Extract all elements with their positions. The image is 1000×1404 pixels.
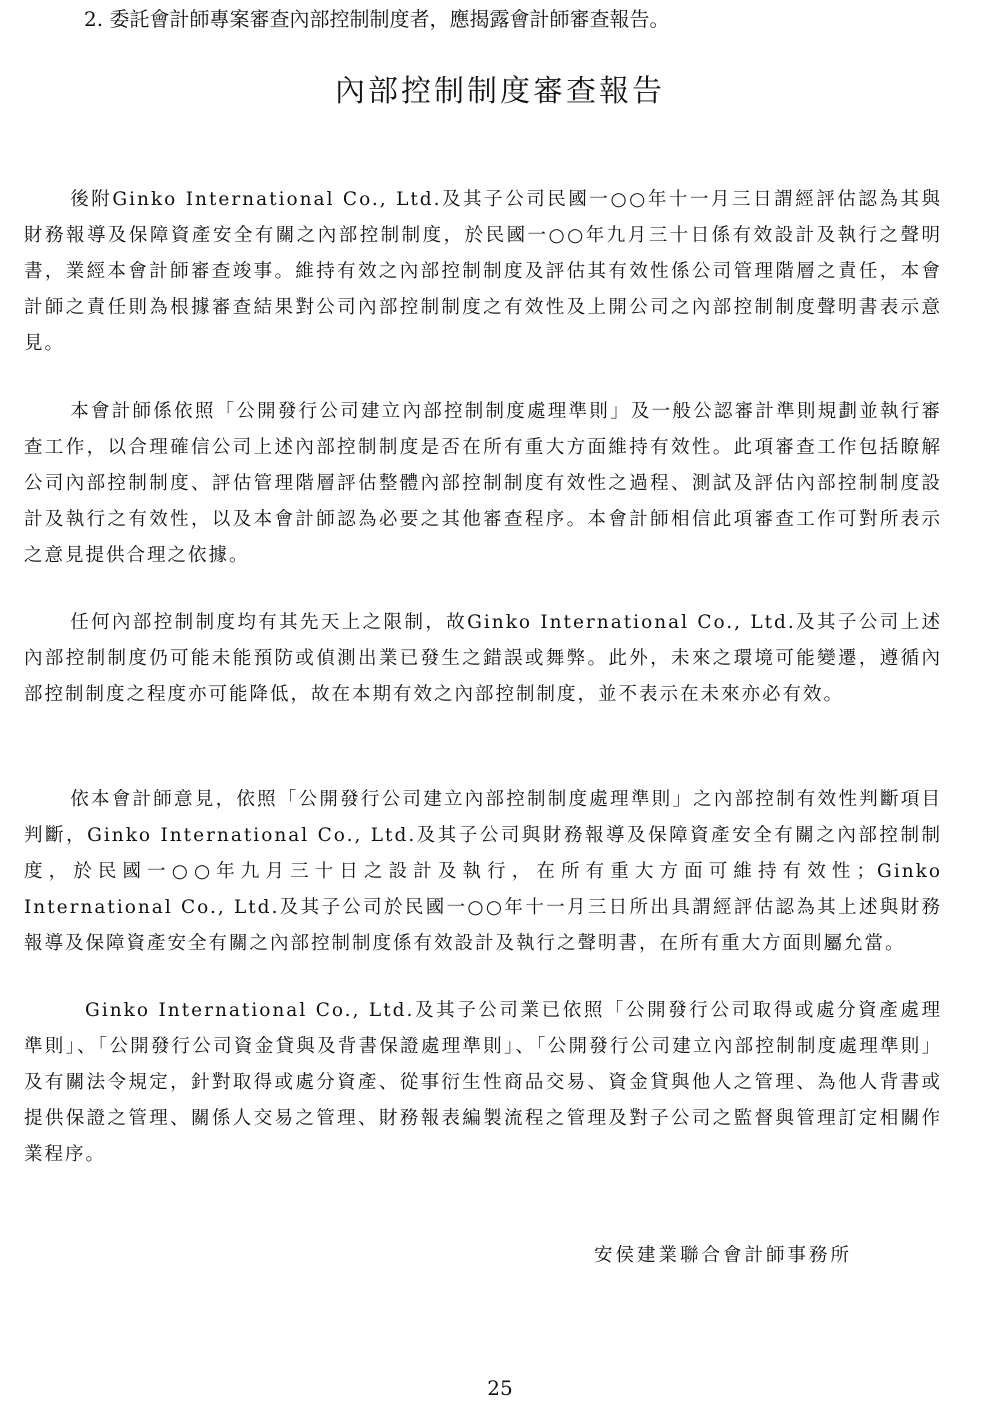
page-number: 25	[487, 1376, 513, 1400]
report-title: 內部控制制度審查報告	[335, 74, 665, 109]
body-paragraph-3: 任何內部控制制度均有其先天上之限制，故Ginko International Co., Ltd.及其子公司上述內部控制制度仍可能未能預防或偵測出業已發生之錯誤或舞弊。此外，未來之環境可能變遷，遵循內部控制制度之程度亦可能降低，故在本期有效之內部控制制度，並不表示在未來亦必有效。	[24, 612, 942, 705]
body-paragraph-4: 依本會計師意見，依照「公開發行公司建立內部控制制度處理準則」之內部控制有效性判斷項目判斷，Ginko International Co., Ltd.及其子公司與財務報導及保障資產安全有關之內部控制制度，於民國一○○年九月三十日之設計及執行，在所有重大方面可維持有效性；Ginko International Co., Ltd.及其子公司於民國一○○年十一月三日所出具謂經評估認為其上述與財務報導及保障資產安全有關之內部控制制度係有效設計及執行之聲明書，在所有重大方面則屬允當。	[24, 789, 942, 954]
firm-signature: 安侯建業聯合會計師事務所	[594, 1245, 853, 1266]
body-paragraph-1: 後附Ginko International Co., Ltd.及其子公司民國一○○年十一月三日謂經評估認為其與財務報導及保障資產安全有關之內部控制制度，於民國一○○年九月三十日係有效設計及執行之聲明書，業經本會計師審查竣事。維持有效之內部控制制度及評估其有效性係公司管理階層之責任，本會計師之責任則為根據審查結果對公司內部控制制度之有效性及上開公司之內部控制制度聲明書表示意見。	[24, 189, 942, 354]
body-paragraph-2: 本會計師係依照「公開發行公司建立內部控制制度處理準則」及一般公認審計準則規劃並執行審查工作，以合理確信公司上述內部控制制度是否在所有重大方面維持有效性。此項審查工作包括瞭解公司內部控制制度、評估管理階層評估整體內部控制制度有效性之過程、測試及評估內部控制制度設計及執行之有效性，以及本會計師認為必要之其他審查程序。本會計師相信此項審查工作可對所表示之意見提供合理之依據。	[24, 401, 942, 566]
body-paragraph-5: Ginko International Co., Ltd.及其子公司業已依照「公開發行公司取得或處分資產處理準則」、「公開發行公司資金貸與及背書保證處理準則」、「公開發行公司建立內部控制制度處理準則」及有關法令規定，針對取得或處分資產、從事衍生性商品交易、資金貸與他人之管理、為他人背書或提供保證之管理、關係人交易之管理、財務報表編製流程之管理及對子公司之監督與管理訂定相關作業程序。	[24, 1000, 942, 1165]
intro-item: 2. 委託會計師專案審查內部控制制度者，應揭露會計師審查報告。	[84, 7, 670, 31]
